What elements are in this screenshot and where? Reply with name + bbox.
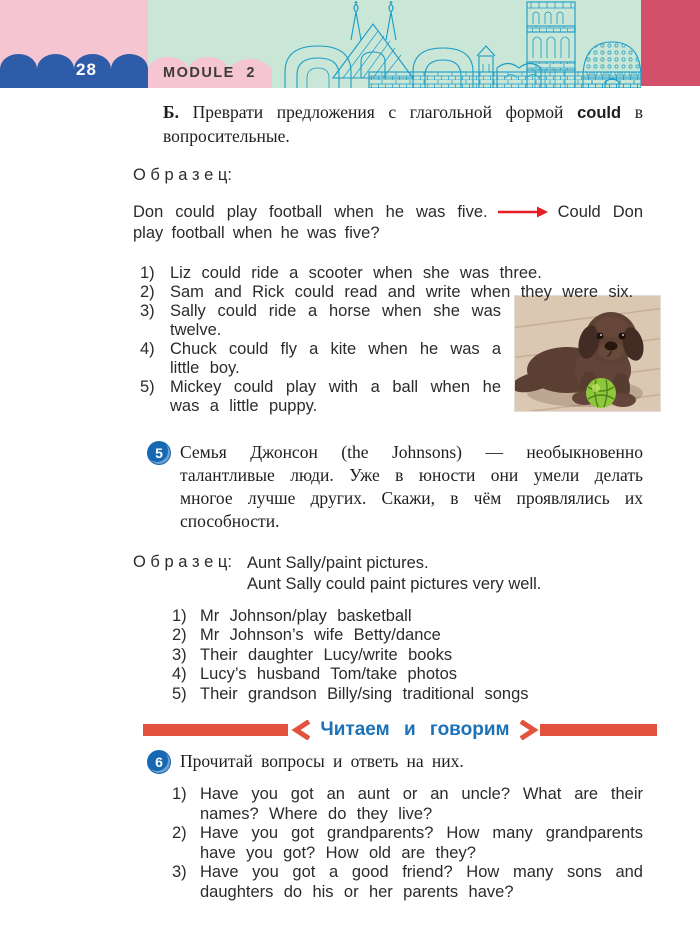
exercise-5-text: Семья Джонсон (the Johnsons) — необыкновенно талантливые люди. Уже в юности они умели делать многое лучше других. Скажи, в чём проявлялись их способности. <box>180 441 643 531</box>
list-item-text: Mr Johnson/play basketball <box>200 606 412 625</box>
header-mint-block <box>148 0 641 88</box>
exercise-6-text: Прочитай вопросы и ответь на них. <box>180 751 464 771</box>
example1-sentence <box>133 202 643 244</box>
task-b-text-after: в вопросительные. <box>163 102 643 146</box>
list-item-text: Have you got grandparents? How many grandparents have you got? How old are they? <box>200 824 643 862</box>
example1-after-arrow: Could Don play football when he was five? <box>133 202 643 242</box>
list-item-number: 5) <box>172 684 187 703</box>
example2-label: О б р а з е ц: <box>133 552 232 571</box>
red-arrow-icon <box>498 206 548 218</box>
list-item-number: 2) <box>172 626 187 644</box>
exercise-b-list <box>133 264 643 416</box>
list-item-number: 2) <box>172 824 187 842</box>
list-item-text: Mr Johnson’s wife Betty/dance <box>200 626 441 644</box>
task-b-label: Б. <box>163 102 179 122</box>
list-item <box>133 824 643 863</box>
module-label: MODULE 2 <box>163 65 256 81</box>
banner-right-bar <box>520 720 657 740</box>
list-item-text: Lucy’s husband Tom/take photos <box>200 665 458 683</box>
list-item-number: 1) <box>172 785 187 803</box>
list-item <box>133 607 643 627</box>
list-item-text: Liz could ride a scooter when she was three. <box>170 263 542 282</box>
list-item <box>133 626 643 646</box>
example1-before-arrow: Don could play football when he was five. <box>133 202 488 221</box>
list-item-number: 2) <box>140 282 155 301</box>
example2 <box>133 553 643 595</box>
list-item-text: Have you got an aunt or an uncle? What are their names? Where do they live? <box>200 785 643 823</box>
exercise-5-badge: 5 <box>148 442 170 464</box>
list-item <box>133 646 643 666</box>
example1-label: О б р а з е ц: <box>133 166 232 184</box>
banner-title: Читаем и говорим <box>320 719 510 740</box>
exercise-6-badge: 6 <box>148 751 170 773</box>
list-item <box>133 283 643 302</box>
list-item-number: 1) <box>172 606 187 625</box>
exercise-6-list <box>133 785 643 902</box>
list-item-number: 5) <box>140 377 155 396</box>
task-b-text-before: Преврати предложения с глагольной формой <box>192 102 564 122</box>
puppy-photo <box>515 296 660 411</box>
exercise-6 <box>148 750 643 773</box>
list-item-text: Mickey could play with a ball when he was a little puppy. <box>170 377 501 415</box>
list-item <box>133 863 643 902</box>
list-item-number: 3) <box>140 301 155 320</box>
exercise-5 <box>148 441 643 533</box>
list-item-number: 1) <box>140 263 155 282</box>
list-item-text: Chuck could fly a kite when he was a little boy. <box>170 339 501 377</box>
task-b-bold-word: could <box>577 104 622 122</box>
header-crimson-block <box>641 0 700 86</box>
list-item-number: 3) <box>172 863 187 881</box>
example2-line2: Aunt Sally could paint pictures very well. <box>247 574 542 593</box>
list-item-number: 3) <box>172 645 187 664</box>
list-item-text: Sam and Rick could read and write when they were six. <box>170 282 634 301</box>
list-item-text: Their grandson Billy/sing traditional songs <box>200 684 529 703</box>
list-item <box>133 665 643 685</box>
list-item <box>133 785 643 824</box>
list-item-text: Sally could ride a horse when she was twelve. <box>170 301 501 339</box>
banner-left-bar <box>143 720 310 740</box>
page-number-shape <box>0 52 148 88</box>
exercise-5-list <box>133 607 643 705</box>
list-item-number: 4) <box>140 339 155 358</box>
section-banner <box>143 720 657 740</box>
list-item <box>133 685 643 705</box>
page-number: 28 <box>76 60 97 79</box>
list-item <box>133 264 643 283</box>
list-item-number: 4) <box>172 665 187 683</box>
list-item-text: Have you got a good friend? How many sons and daughters do his or her parents have? <box>200 863 643 901</box>
page-header <box>0 0 700 88</box>
page-content <box>0 101 700 902</box>
task-b-paragraph <box>163 101 643 148</box>
list-item-text: Their daughter Lucy/write books <box>200 645 453 664</box>
example2-line1: Aunt Sally/paint pictures. <box>247 553 429 572</box>
city-skyline-art <box>221 0 641 88</box>
